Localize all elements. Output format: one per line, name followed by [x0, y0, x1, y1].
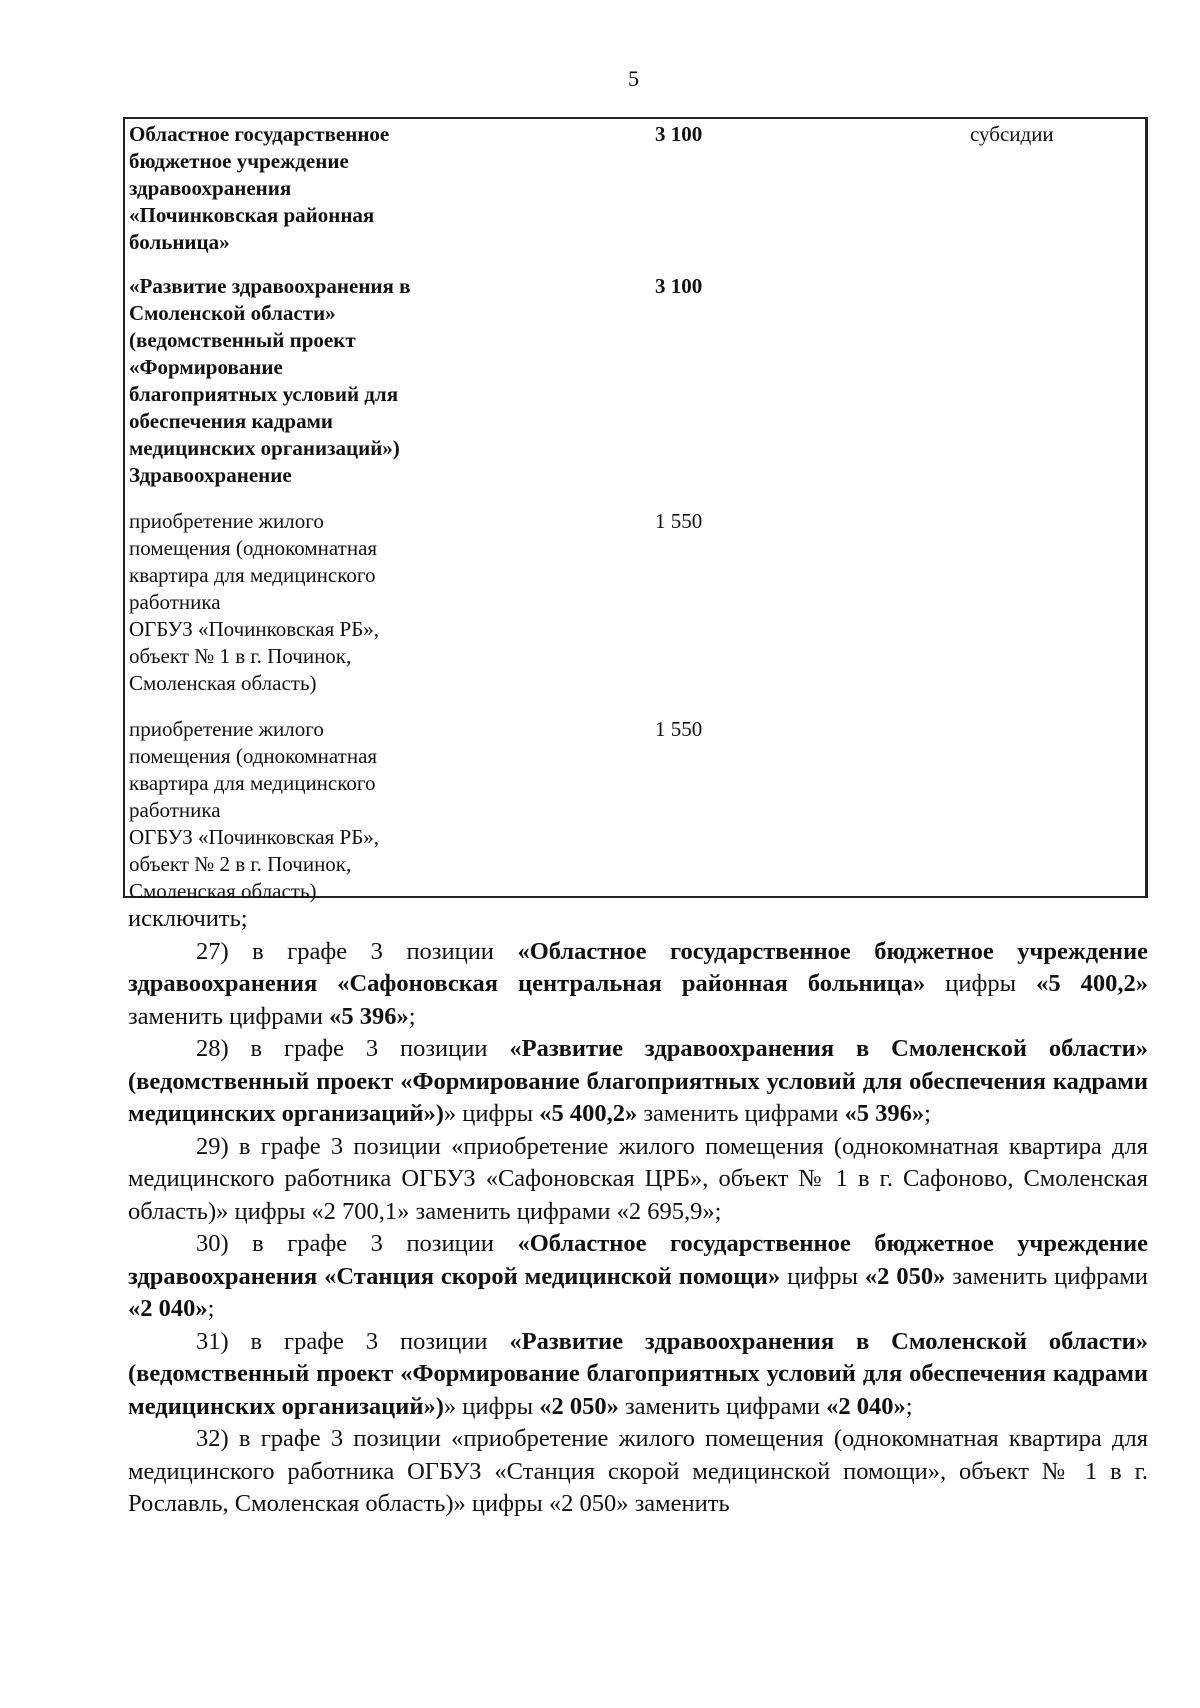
item-text: » цифры: [443, 1100, 540, 1127]
item-text: ;: [207, 1295, 215, 1322]
row-name: Областное государственное бюджетное учреждение здравоохранения «Починковская районная больница»: [129, 122, 390, 254]
row-name: «Развитие здравоохранения в Смоленской области» (ведомственный проект «Формирование благоприятных условий для обеспечения кадрами медицинских организаций») Здравоохранение: [129, 274, 411, 487]
amendment-text: [128, 903, 1148, 1521]
item-text: ;: [924, 1100, 931, 1127]
amendment-item-27: [128, 936, 1148, 1034]
item-position: «Развитие здравоохранения в Смоленской области» (ведомственный проект «Формирование благоприятных условий для обеспечения кадрами медицинских организаций»): [128, 1035, 1148, 1127]
item-text: цифры: [925, 970, 1037, 997]
item-text: заменить цифрами: [637, 1100, 845, 1127]
item-text: ;: [408, 1002, 416, 1030]
item-lead: 27) в графе 3 позиции: [196, 937, 518, 965]
after-table-text: исключить;: [128, 905, 248, 932]
row-amount: 1 550: [655, 509, 703, 533]
item-text: цифры: [780, 1262, 865, 1290]
item-text: » цифры: [443, 1392, 540, 1420]
item-position: «Развитие здравоохранения в Смоленской области» (ведомственный проект «Формирование благоприятных условий для обеспечения кадрами медицинских организаций»): [128, 1327, 1148, 1420]
item-lead: 30) в графе 3 позиции: [196, 1230, 518, 1257]
item-new-value: «5 396»: [329, 1002, 409, 1030]
item-text: ;: [905, 1392, 913, 1420]
item-old-value: «2 050»: [864, 1262, 946, 1290]
item-new-value: «5 396»: [844, 1100, 925, 1127]
allocation-table: [123, 117, 1148, 903]
item-text: заменить цифрами: [618, 1392, 827, 1420]
row-amount: 3 100: [655, 122, 703, 146]
row-name: приобретение жилого помещения (однокомнатная квартира для медицинского работника ОГБУЗ «Починковская РБ», объект № 1 в г. Починок, Смоленская область): [129, 509, 380, 695]
item-old-value: «2 050»: [539, 1392, 619, 1420]
item-old-value: «5 400,2»: [539, 1100, 638, 1127]
amendment-item-32: 32) в графе 3 позиции «приобретение жилого помещения (однокомнатная квартира для медицинского работника ОГБУЗ «Станция скорой медицинской помощи», объект № 1 в г. Рославль, Смоленская область)» цифры «2 050» заменить: [128, 1425, 1148, 1517]
item-lead: 28) в графе 3 позиции: [196, 1035, 510, 1062]
item-text: заменить цифрами: [945, 1262, 1148, 1290]
item-text: заменить цифрами: [128, 1002, 330, 1030]
item-position: «Областное государственное бюджетное учреждение здравоохранения «Станция скорой медицинской помощи»: [128, 1230, 1148, 1290]
page-number: 5: [628, 66, 639, 91]
item-position: «Областное государственное бюджетное учреждение здравоохранения «Сафоновская центральная районная больница»: [128, 937, 1148, 997]
item-lead: 31) в графе 3 позиции: [196, 1327, 510, 1355]
amendment-item-31: [128, 1326, 1148, 1424]
item-new-value: «2 040»: [826, 1392, 906, 1420]
amendment-item-28: [128, 1033, 1148, 1131]
row-amount: 1 550: [655, 717, 703, 741]
item-old-value: «5 400,2»: [1036, 970, 1149, 997]
row-amount: 3 100: [655, 274, 703, 298]
amendment-item-29: 29) в графе 3 позиции «приобретение жилого помещения (однокомнатная квартира для медицинского работника ОГБУЗ «Сафоновская ЦРБ», объект № 1 в г. Сафоново, Смоленская область)» цифры «2 700,1» заменить цифрами «2 695,9»;: [128, 1132, 1148, 1225]
row-name: приобретение жилого помещения (однокомнатная квартира для медицинского работника ОГБУЗ «Починковская РБ», объект № 2 в г. Починок, Смоленская область): [129, 717, 380, 903]
row-type: субсидии: [970, 122, 1054, 146]
item-new-value: «2 040»: [128, 1295, 208, 1322]
amendment-item-30: [128, 1228, 1148, 1326]
